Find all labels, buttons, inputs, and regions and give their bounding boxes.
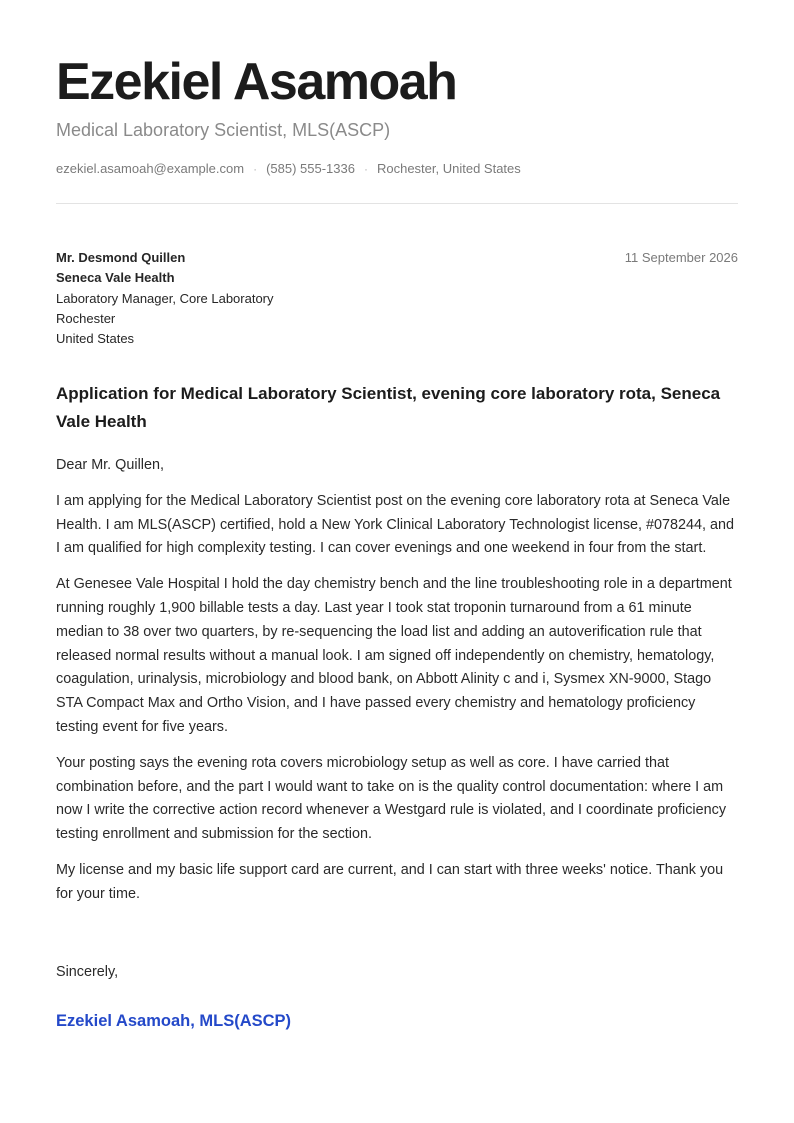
contact-email: ezekiel.asamoah@example.com — [56, 161, 245, 176]
contact-location: Rochester, United States — [376, 161, 521, 176]
recipient-block — [56, 248, 274, 349]
signature: Ezekiel Asamoah, MLS(ASCP) — [56, 1012, 292, 1030]
salutation: Dear Mr. Quillen, — [56, 457, 164, 473]
body-paragraph: My license and my basic life support card are current, and I can start with three weeks' notice. Thank you for your time. — [56, 861, 724, 902]
applicant-name: Ezekiel Asamoah — [56, 53, 457, 111]
letter-subject: Application for Medical Laboratory Scientist, evening core laboratory rota, Seneca Vale Health — [56, 384, 721, 431]
recipient-role: Laboratory Manager, Core Laboratory — [56, 290, 274, 306]
recipient-name: Mr. Desmond Quillen — [56, 250, 186, 265]
recipient-organization: Seneca Vale Health — [56, 270, 175, 286]
header-divider — [56, 203, 738, 204]
body-paragraph: Your posting says the evening rota covers microbiology setup as well as core. I have carried that combination before, and the part I would want to take on is the quality control documentation: where I am now I write the corrective action record whenever a Westgard rule is violated, and I coordinate proficiency testing enrollment and submission for the section. — [56, 754, 727, 843]
body-paragraph: At Genesee Vale Hospital I hold the day chemistry bench and the line troubleshooting role in a department running roughly 1,900 billable tests a day. Last year I took stat troponin turnaround from a 61 minute median to 38 over two quarters, by re-sequencing the load list and adding an autoverification rule that released normal results without a manual look. I am signed off independently on chemistry, hematology, coagulation, urinalysis, microbiology and blood bank, on Abbott Alinity c and i, Sysmex XN-9000, Stago STA Compact Max and Ortho Vision, and I have passed every chemistry and hematology proficiency testing event for five years. — [56, 576, 732, 735]
contact-separator: · — [363, 162, 368, 176]
recipient-city: Rochester — [56, 310, 116, 326]
recipient-country: United States — [56, 331, 135, 347]
letter-date: 11 September 2026 — [624, 250, 738, 265]
contact-phone: (585) 555-1336 — [266, 161, 355, 176]
applicant-title: Medical Laboratory Scientist, MLS(ASCP) — [56, 120, 391, 140]
closing: Sincerely, — [56, 964, 119, 980]
body-paragraph: I am applying for the Medical Laboratory Scientist post on the evening core laboratory rota at Seneca Vale Health. I am MLS(ASCP) certified, hold a New York Clinical Laboratory Technologist license, #078244, and I am qualified for high complexity testing. I can cover evenings and one weekend in four from the start. — [56, 492, 735, 557]
contact-separator: · — [253, 162, 258, 176]
contact-line — [56, 160, 521, 178]
letter-body — [56, 454, 738, 919]
